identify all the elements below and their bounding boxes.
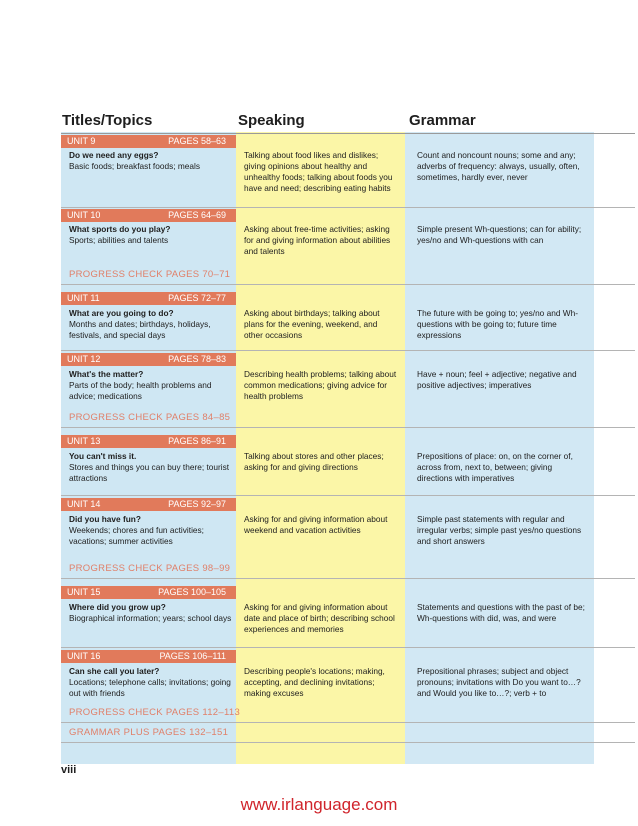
unit-bar <box>61 650 236 663</box>
grammar-cell: The future with be going to; yes/no and Wh-questions with be going to; future time expressions <box>417 308 578 340</box>
unit-title: Do we need any eggs? <box>69 150 159 160</box>
unit-bar <box>61 586 236 599</box>
speaking-cell: Asking for and giving information about weekend and vacation activities <box>244 514 388 535</box>
row-rule <box>61 722 635 723</box>
unit-pages: PAGES 72–77 <box>168 293 226 303</box>
unit-pages: PAGES 106–111 <box>159 651 226 661</box>
grammar-cell: Simple present Wh-questions; can for ability; yes/no and Wh-questions with can <box>417 224 582 245</box>
header-titles: Titles/Topics <box>62 112 153 129</box>
header-grammar: Grammar <box>409 112 476 129</box>
row-rule <box>61 647 635 648</box>
unit-topics: Biographical information; years; school days <box>69 612 232 623</box>
grammar-cell: Prepositions of place: on, on the corner of, across from, next to, between; giving directions with imperatives <box>417 451 573 483</box>
unit-title: Where did you grow up? <box>69 602 166 612</box>
unit-bar <box>61 135 236 148</box>
unit-pages: PAGES 78–83 <box>168 354 226 364</box>
unit-title-cell <box>69 514 233 547</box>
unit-title-cell <box>69 369 233 402</box>
progress-check: PROGRESS CHECK PAGES 112–113 <box>69 707 241 718</box>
grammar-plus: GRAMMAR PLUS PAGES 132–151 <box>69 727 229 738</box>
progress-check: PROGRESS CHECK PAGES 70–71 <box>69 269 231 280</box>
speaking-cell: Asking about birthdays; talking about plans for the evening, weekend, and other occasions <box>244 308 380 340</box>
row-rule <box>61 742 635 743</box>
unit-title: What's the matter? <box>69 369 144 379</box>
row-rule <box>61 284 635 285</box>
unit-title-cell <box>69 150 233 172</box>
unit-label: UNIT 10 <box>67 210 101 220</box>
unit-title-cell <box>69 308 233 341</box>
row-rule <box>61 350 635 351</box>
unit-label: UNIT 12 <box>67 354 101 364</box>
unit-topics: Weekends; chores and fun activities; vacations; summer activities <box>69 524 204 546</box>
unit-pages: PAGES 58–63 <box>168 136 226 146</box>
unit-title: Did you have fun? <box>69 514 141 524</box>
row-rule <box>61 578 635 579</box>
unit-topics: Months and dates; birthdays, holidays, festivals, and special days <box>69 318 211 340</box>
speaking-cell: Talking about food likes and dislikes; giving opinions about healthy and unhealthy foods; talking about foods you have and need; describing eating habits <box>244 150 393 193</box>
unit-title: You can't miss it. <box>69 451 137 461</box>
unit-label: UNIT 15 <box>67 587 101 597</box>
unit-label: UNIT 13 <box>67 436 101 446</box>
website-watermark: www.irlanguage.com <box>240 795 398 814</box>
grammar-cell: Prepositional phrases; subject and object pronouns; invitations with Do you want to…? and Would you like to…?; verb + to <box>417 666 581 698</box>
unit-title-cell <box>69 451 233 484</box>
unit-topics: Locations; telephone calls; invitations; going out with friends <box>69 676 231 698</box>
row-rule <box>61 207 635 208</box>
speaking-cell: Asking about free-time activities; asking for and giving information about abilities and talents <box>244 224 391 256</box>
unit-pages: PAGES 64–69 <box>168 210 226 220</box>
header-speaking: Speaking <box>238 112 305 129</box>
row-rule <box>61 427 635 428</box>
unit-label: UNIT 11 <box>67 293 100 303</box>
unit-pages: PAGES 92–97 <box>168 499 226 509</box>
grammar-cell: Simple past statements with regular and irregular verbs; simple past yes/no questions and short answers <box>417 514 582 546</box>
unit-topics: Stores and things you can buy there; tourist attractions <box>69 461 230 483</box>
unit-label: UNIT 16 <box>67 651 101 661</box>
unit-bar <box>61 498 236 511</box>
unit-topics: Basic foods; breakfast foods; meals <box>69 160 200 171</box>
speaking-cell: Asking for and giving information about date and place of birth; describing school experiences and memories <box>244 602 395 634</box>
unit-topics: Sports; abilities and talents <box>69 234 169 245</box>
unit-pages: PAGES 86–91 <box>168 436 226 446</box>
progress-check: PROGRESS CHECK PAGES 98–99 <box>69 563 231 574</box>
unit-bar <box>61 435 236 448</box>
unit-title: What sports do you play? <box>69 224 171 234</box>
unit-topics: Parts of the body; health problems and advice; medications <box>69 379 212 401</box>
speaking-cell: Describing people's locations; making, accepting, and declining invitations; making excuses <box>244 666 385 698</box>
row-rule <box>61 495 635 496</box>
unit-bar <box>61 292 236 305</box>
grammar-cell: Statements and questions with the past of be; Wh-questions with did, was, and were <box>417 602 585 623</box>
unit-label: UNIT 14 <box>67 499 101 509</box>
speaking-cell: Talking about stores and other places; asking for and giving directions <box>244 451 384 472</box>
speaking-cell: Describing health problems; talking about common medications; giving advice for health problems <box>244 369 397 401</box>
header-rule <box>61 133 635 134</box>
progress-check: PROGRESS CHECK PAGES 84–85 <box>69 412 231 423</box>
grammar-cell: Count and noncount nouns; some and any; adverbs of frequency: always, usually, often, sometimes, hardly ever, never <box>417 150 580 182</box>
unit-bar <box>61 353 236 366</box>
unit-bar <box>61 209 236 222</box>
unit-title: What are you going to do? <box>69 308 174 318</box>
unit-title-cell <box>69 602 233 624</box>
unit-label: UNIT 9 <box>67 136 96 146</box>
page-number: viii <box>61 764 77 776</box>
unit-pages: PAGES 100–105 <box>158 587 226 597</box>
grammar-cell: Have + noun; feel + adjective; negative and positive adjectives; imperatives <box>417 369 577 390</box>
unit-title: Can she call you later? <box>69 666 160 676</box>
unit-title-cell <box>69 224 233 246</box>
unit-title-cell <box>69 666 233 699</box>
